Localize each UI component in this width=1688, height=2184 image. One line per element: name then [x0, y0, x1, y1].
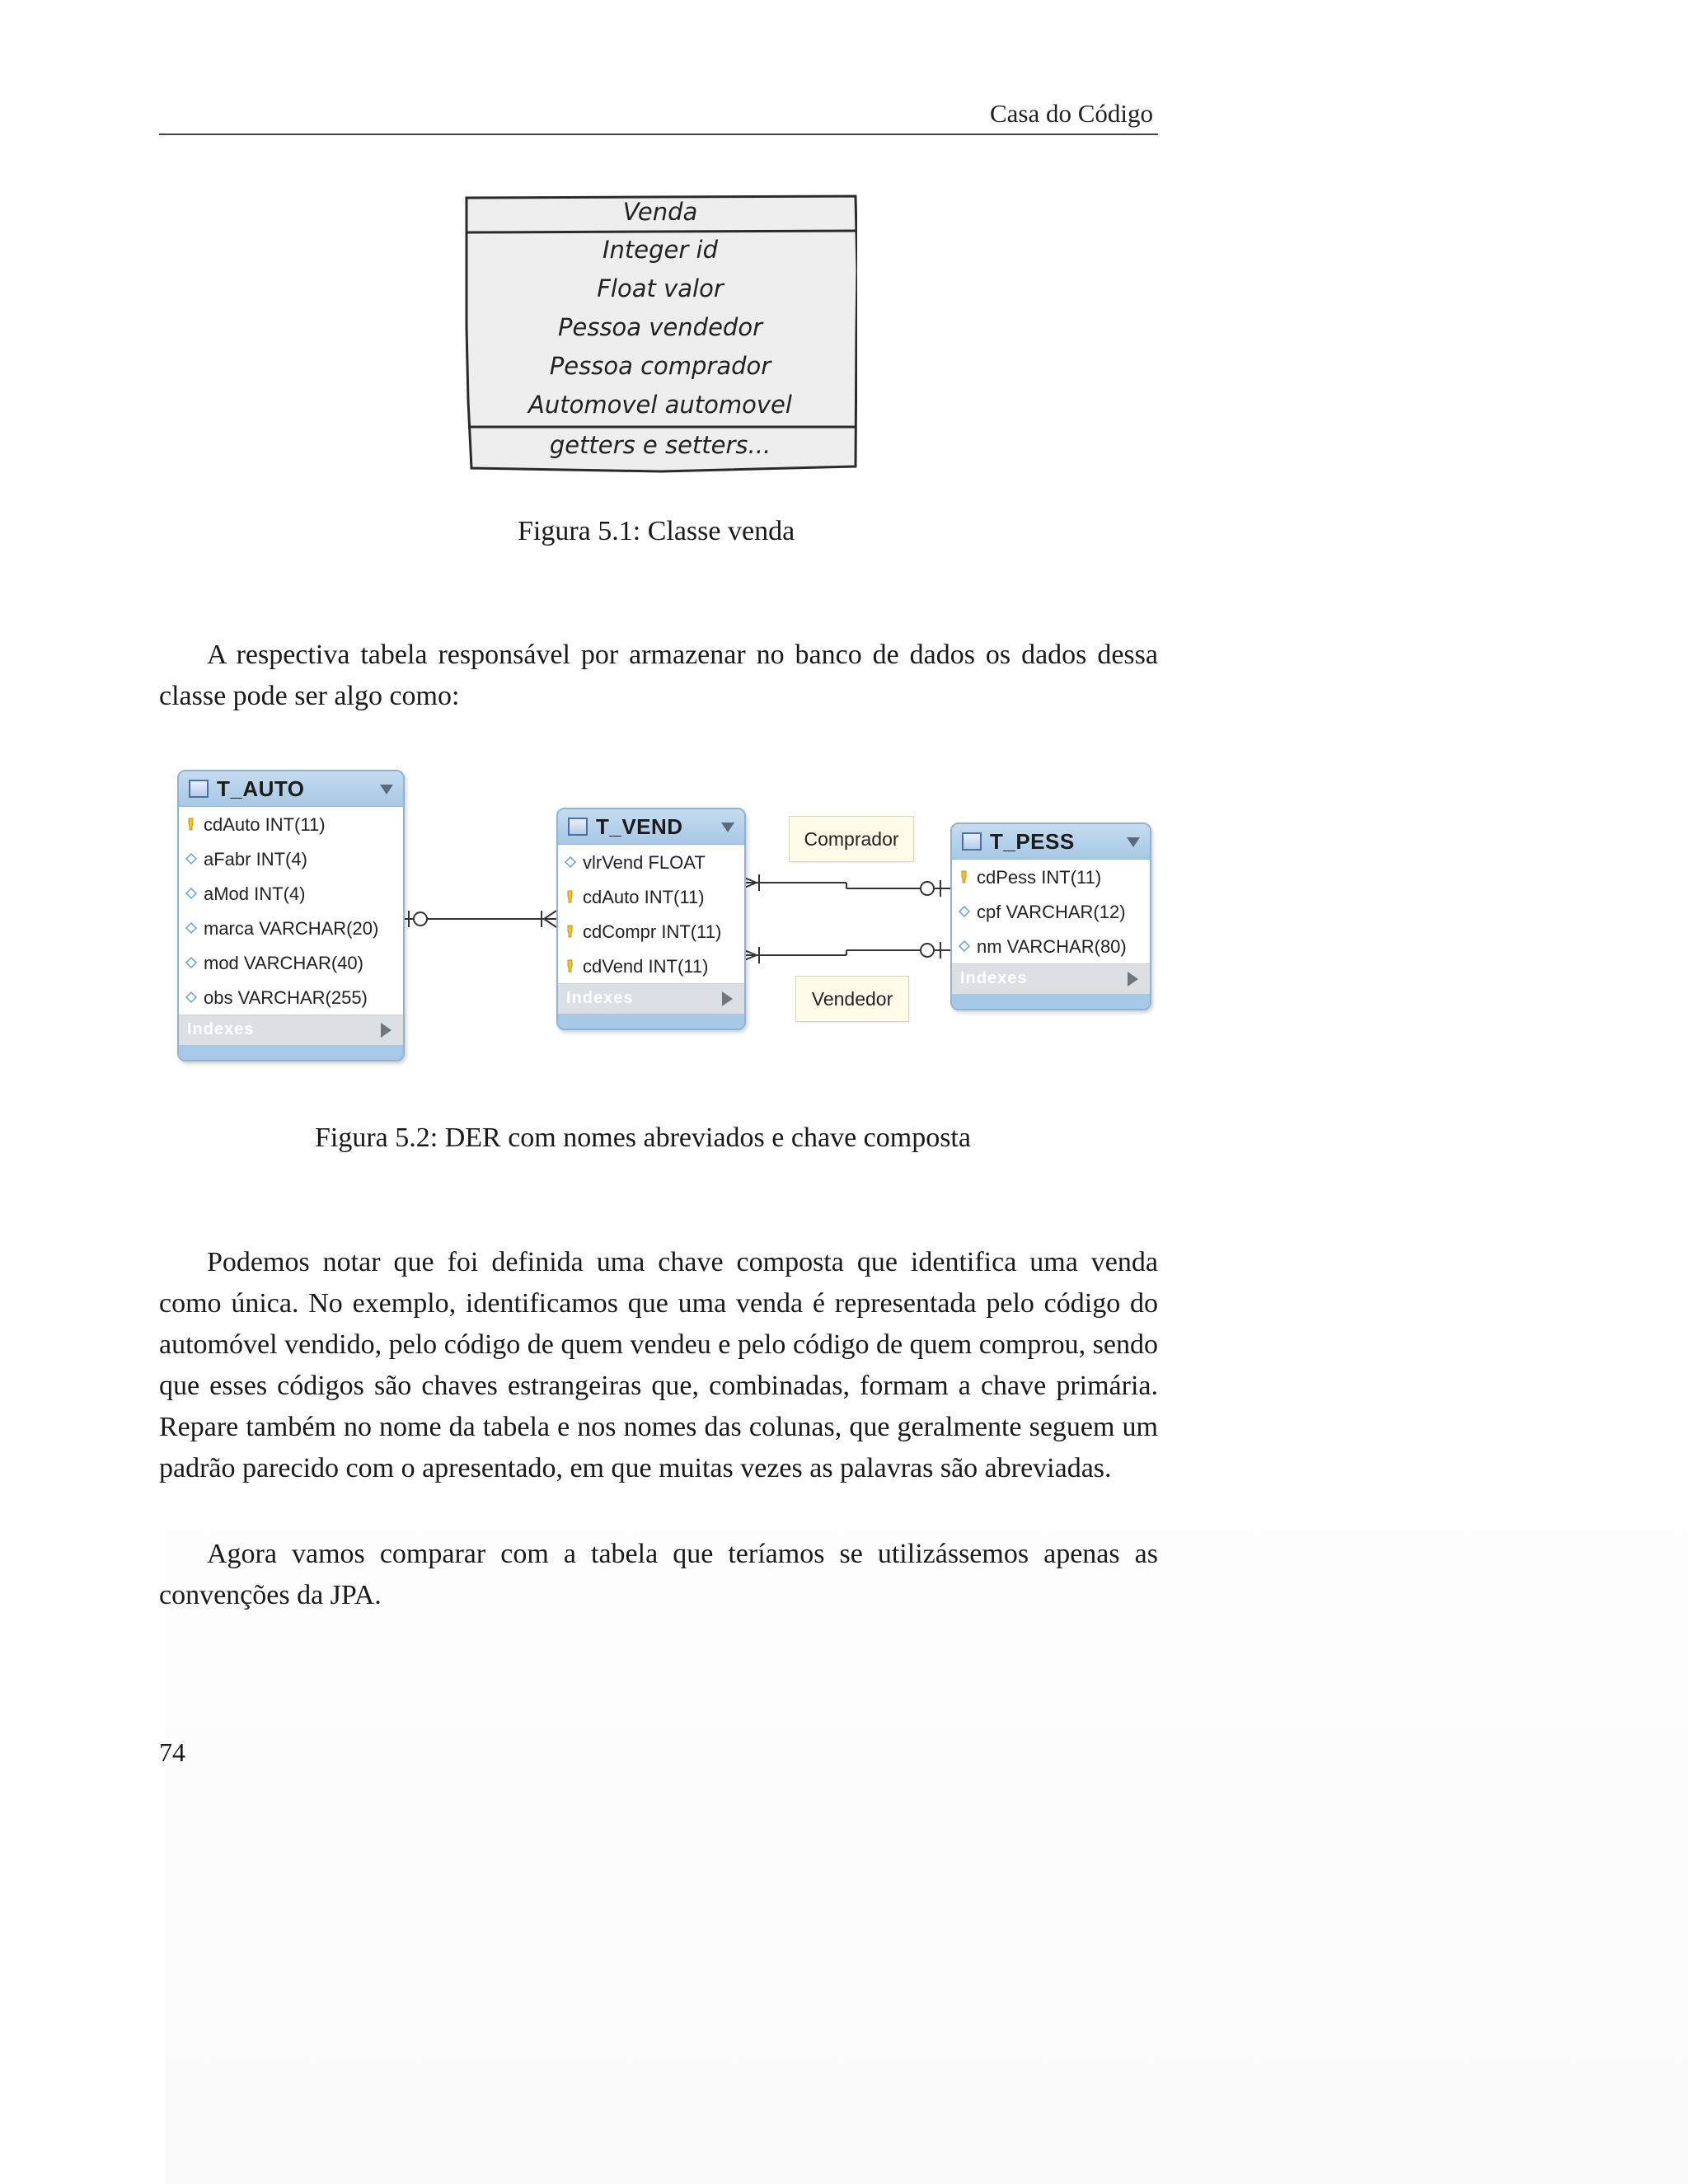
class-name: Venda	[622, 198, 698, 226]
expand-arrow-icon	[722, 991, 733, 1006]
class-methods: getters e setters...	[549, 431, 771, 459]
table-column	[558, 914, 744, 949]
paragraph-jpa: Agora vamos comparar com a tabela que teríamos se utilizássemos apenas as convenções da JPA.	[159, 1539, 1158, 1610]
header-title: Casa do Código	[989, 99, 1153, 128]
table-icon	[189, 780, 209, 798]
table-column	[179, 945, 403, 980]
table-column	[179, 841, 403, 876]
class-attribute: Float valor	[597, 274, 724, 302]
table-column	[952, 929, 1150, 963]
relationship-label-vendedor: Vendedor	[795, 976, 909, 1022]
table-bottom-bar	[952, 994, 1150, 1009]
column-name: cdVend INT(11)	[583, 956, 709, 977]
table-column	[179, 980, 403, 1015]
expand-arrow-icon	[381, 1023, 392, 1038]
table-column	[558, 949, 744, 983]
column-diamond-icon	[959, 905, 970, 918]
class-attribute: Integer id	[602, 236, 718, 264]
indexes-label: Indexes	[960, 969, 1028, 987]
table-header	[179, 771, 403, 807]
column-name: cdAuto INT(11)	[204, 814, 326, 835]
table-indexes-footer	[558, 983, 744, 1014]
column-name: obs VARCHAR(255)	[204, 987, 368, 1008]
table-name: T_VEND	[596, 814, 683, 839]
figure-caption-1: Figura 5.1: Classe venda	[518, 516, 795, 546]
table-name: T_PESS	[990, 829, 1075, 854]
expand-arrow-icon	[1128, 972, 1138, 987]
column-diamond-icon	[185, 852, 197, 865]
table-indexes-footer	[952, 963, 1150, 994]
table-column	[558, 879, 744, 914]
table-bottom-bar	[179, 1045, 403, 1060]
primary-key-icon	[565, 959, 576, 972]
class-diagram-venda	[463, 194, 857, 476]
class-attribute: Automovel automovel	[528, 391, 792, 419]
column-name: vlrVend FLOAT	[583, 852, 706, 873]
relationship-label-comprador: Comprador	[789, 816, 914, 862]
column-diamond-icon	[959, 940, 970, 953]
indexes-label: Indexes	[566, 989, 634, 1007]
column-name: marca VARCHAR(20)	[204, 918, 379, 939]
table-bottom-bar	[558, 1014, 744, 1029]
table-icon	[568, 818, 588, 836]
paragraph-intro: A respectiva tabela responsável por armazenar no banco de dados os dados dessa classe pode ser algo como:	[159, 640, 1158, 711]
column-name: aFabr INT(4)	[204, 849, 307, 869]
table-column	[558, 845, 744, 879]
paragraph-composite-key: Podemos notar que foi definida uma chave composta que identifica uma venda como única. No exemplo, identificamos que uma venda é representada pelo código do automóvel vendido, pelo código de quem vendeu e pelo código de quem comprou, sendo que esses códigos são chaves estrangeiras que, combinadas, formam a chave primária. Repare também no nome da tabela e nos nomes das colunas, que geralmente seguem um padrão parecido com o apresentado, em que muitas vezes as palavras são abreviadas.	[159, 1247, 1158, 1483]
table-t-auto	[177, 770, 405, 1062]
running-header	[159, 96, 1158, 135]
table-header	[952, 824, 1150, 860]
dropdown-arrow-icon	[1127, 837, 1140, 847]
table-t-pess	[950, 823, 1151, 1010]
table-column	[179, 807, 403, 841]
column-name: aMod INT(4)	[204, 883, 306, 904]
table-column	[179, 911, 403, 945]
column-name: cdPess INT(11)	[977, 867, 1102, 888]
table-column	[952, 894, 1150, 929]
column-diamond-icon	[185, 956, 197, 969]
column-name: cpf VARCHAR(12)	[977, 902, 1126, 922]
class-attribute: Pessoa comprador	[549, 352, 771, 380]
primary-key-icon	[959, 870, 970, 883]
dropdown-arrow-icon	[721, 823, 734, 832]
table-indexes-footer	[179, 1015, 403, 1045]
column-name: nm VARCHAR(80)	[977, 936, 1127, 957]
class-attribute: Pessoa vendedor	[558, 313, 762, 341]
page-number: 74	[159, 1737, 185, 1767]
figure-caption-2: Figura 5.2: DER com nomes abreviados e chave composta	[315, 1122, 971, 1153]
column-name: cdCompr INT(11)	[583, 921, 722, 942]
primary-key-icon	[565, 890, 576, 903]
table-column	[179, 876, 403, 911]
dropdown-arrow-icon	[380, 785, 393, 794]
indexes-label: Indexes	[187, 1020, 255, 1038]
primary-key-icon	[565, 925, 576, 938]
column-diamond-icon	[185, 991, 197, 1004]
column-diamond-icon	[565, 855, 576, 869]
table-name: T_AUTO	[217, 776, 305, 801]
primary-key-icon	[185, 818, 197, 831]
table-t-vend	[556, 808, 746, 1030]
column-diamond-icon	[185, 887, 197, 900]
column-name: cdAuto INT(11)	[583, 887, 705, 907]
table-column	[952, 860, 1150, 894]
column-name: mod VARCHAR(40)	[204, 953, 363, 973]
column-diamond-icon	[185, 921, 197, 935]
er-diagram	[169, 765, 1158, 1078]
table-icon	[962, 832, 982, 851]
table-header	[558, 809, 744, 845]
